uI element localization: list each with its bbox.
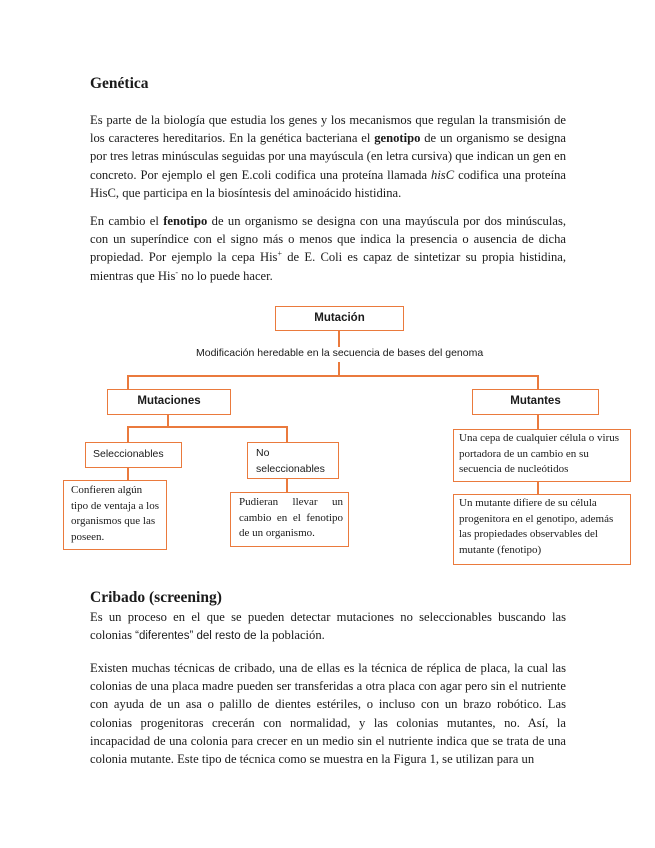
- connector-line: [127, 426, 287, 428]
- connector-line: [537, 415, 539, 429]
- mutantes-box: Mutantes: [472, 389, 599, 415]
- connector-line: [127, 426, 129, 442]
- paragraph-fenotipo: En cambio el fenotipo de un organismo se designa con una mayúscula por dos minúsculas, con un superíndice con el signo más o menos que indica la presencia o ausencia de dicha propiedad. Por ejemplo la cepa His+ de E. Coli es capaz de sintetizar su propia histidina, mientras que His- no lo puede hacer.: [90, 214, 566, 283]
- mutant-description-box: Un mutante difiere de su célula progenitora en el genotipo, además las propiedades observables del mutante (fenotipo): [453, 494, 631, 565]
- no-seleccionables-box: [247, 442, 339, 479]
- heading-cribado: Cribado (screening): [90, 589, 222, 606]
- paragraph-replica-placa: Existen muchas técnicas de cribado, una de ellas es la técnica de réplica de placa, la cual las colonias de una placa madre pueden ser transferidas a otra placa con agar pero sin el nutriente con ayuda de un asa o palillo de dientes estériles, o incluso con un brazo robótico. Las colonias progenitoras crecerán con normalidad, y las colonias mutantes, no. Así, la incapacidad de una colonia para crecer en un medio sin el nutriente indica que se trata de una colonia mutante. Este tipo de técnica como se muestra en la Figura 1, se utilizan para un: [90, 661, 566, 767]
- connector-line: [338, 362, 340, 376]
- no-seleccionables-description-box: Pudieran llevar un cambio en el fenotipo de un organismo.: [230, 492, 349, 547]
- mutacion-box: Mutación: [275, 306, 404, 331]
- connector-line: [537, 482, 539, 494]
- paragraph-cribado-definition: Es un proceso en el que se pueden detectar mutaciones no seleccionables buscando las colonias “diferentes” del resto de la población.: [90, 610, 566, 643]
- connector-line: [338, 331, 340, 347]
- heading-genetica: Genética: [90, 75, 149, 92]
- connector-line: [127, 375, 129, 389]
- mutaciones-box: Mutaciones: [107, 389, 231, 415]
- connector-line: [286, 479, 288, 492]
- seleccionables-description-box: Confieren algún tipo de ventaja a los organismos que las poseen.: [63, 480, 167, 550]
- connector-line: [127, 468, 129, 480]
- no-seleccionables-line-2: seleccionables: [256, 463, 325, 475]
- mutant-definition-box: Una cepa de cualquier célula o virus portadora de un cambio en su secuencia de nucleótidos: [453, 429, 631, 482]
- paragraph-genotipo: Es parte de la biología que estudia los genes y los mecanismos que regulan la transmisión de los caracteres hereditarios. En la genética bacteriana el genotipo de un organismo se designa por tres letras minúsculas seguidas por una mayúscula (en letra cursiva) que indican un gen en concreto. Por ejemplo el gen E.coli codifica una proteína llamada hisC codifica una proteína HisC, que participa en la biosíntesis del aminoácido histidina.: [90, 113, 567, 200]
- no-seleccionables-line-1: No: [256, 447, 270, 459]
- connector-line: [286, 426, 288, 442]
- connector-line: [127, 375, 538, 377]
- seleccionables-box: Seleccionables: [85, 442, 182, 468]
- connector-line: [537, 375, 539, 389]
- diagram-subtitle: Modificación heredable en la secuencia de bases del genoma: [196, 347, 484, 359]
